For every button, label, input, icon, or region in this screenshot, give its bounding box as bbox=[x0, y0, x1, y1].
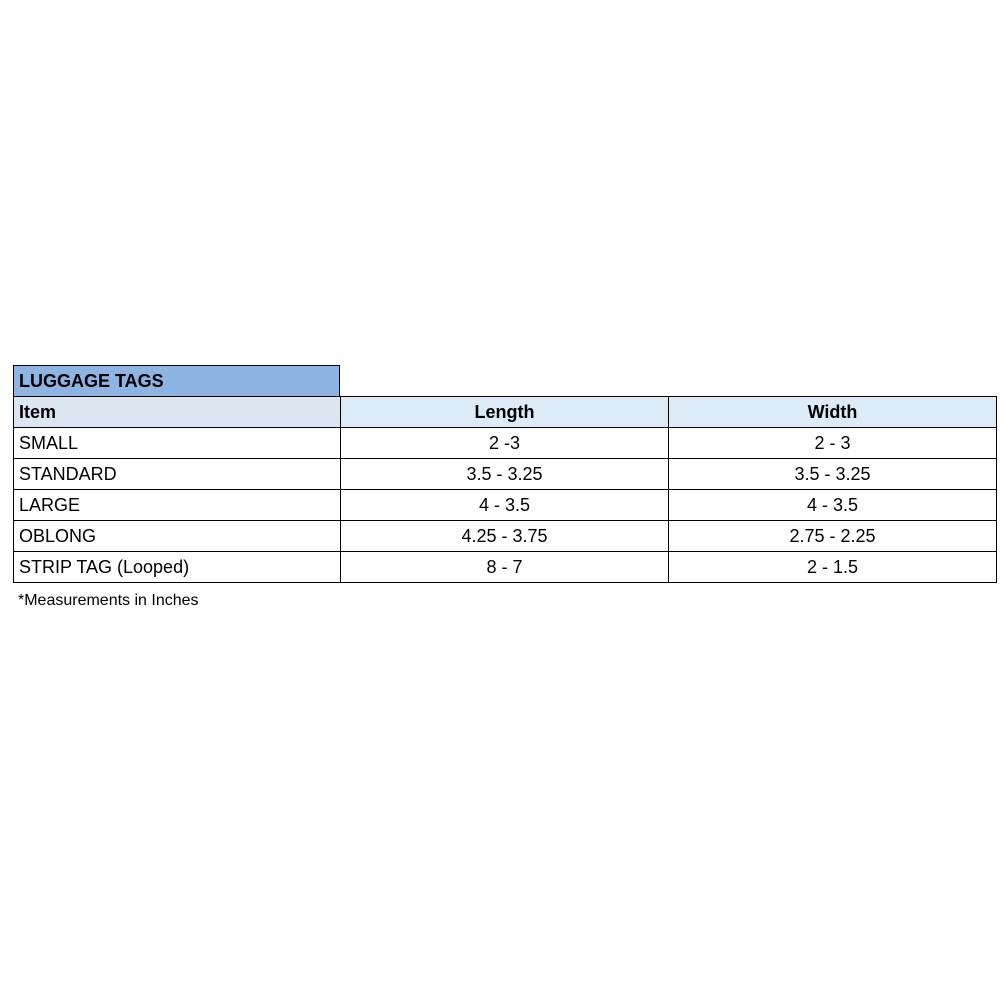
table-row bbox=[14, 552, 997, 583]
item-cell: STRIP TAG (Looped) bbox=[14, 552, 341, 583]
table-row bbox=[14, 490, 997, 521]
length-cell: 4.25 - 3.75 bbox=[341, 521, 669, 552]
header-item: Item bbox=[14, 397, 341, 428]
item-cell: LARGE bbox=[14, 490, 341, 521]
width-cell: 3.5 - 3.25 bbox=[669, 459, 997, 490]
width-cell: 2.75 - 2.25 bbox=[669, 521, 997, 552]
width-cell: 2 - 3 bbox=[669, 428, 997, 459]
footnote: *Measurements in Inches bbox=[18, 592, 199, 609]
header-length: Length bbox=[341, 397, 669, 428]
item-cell: SMALL bbox=[14, 428, 341, 459]
table-row bbox=[14, 521, 997, 552]
table-row bbox=[14, 428, 997, 459]
width-cell: 4 - 3.5 bbox=[669, 490, 997, 521]
table-row bbox=[14, 459, 997, 490]
item-cell: STANDARD bbox=[14, 459, 341, 490]
length-cell: 3.5 - 3.25 bbox=[341, 459, 669, 490]
table-header-row bbox=[14, 397, 997, 428]
item-cell: OBLONG bbox=[14, 521, 341, 552]
length-cell: 4 - 3.5 bbox=[341, 490, 669, 521]
length-cell: 8 - 7 bbox=[341, 552, 669, 583]
header-width: Width bbox=[669, 397, 997, 428]
length-cell: 2 -3 bbox=[341, 428, 669, 459]
luggage-tags-table bbox=[13, 396, 997, 583]
width-cell: 2 - 1.5 bbox=[669, 552, 997, 583]
table-title: LUGGAGE TAGS bbox=[13, 365, 340, 396]
